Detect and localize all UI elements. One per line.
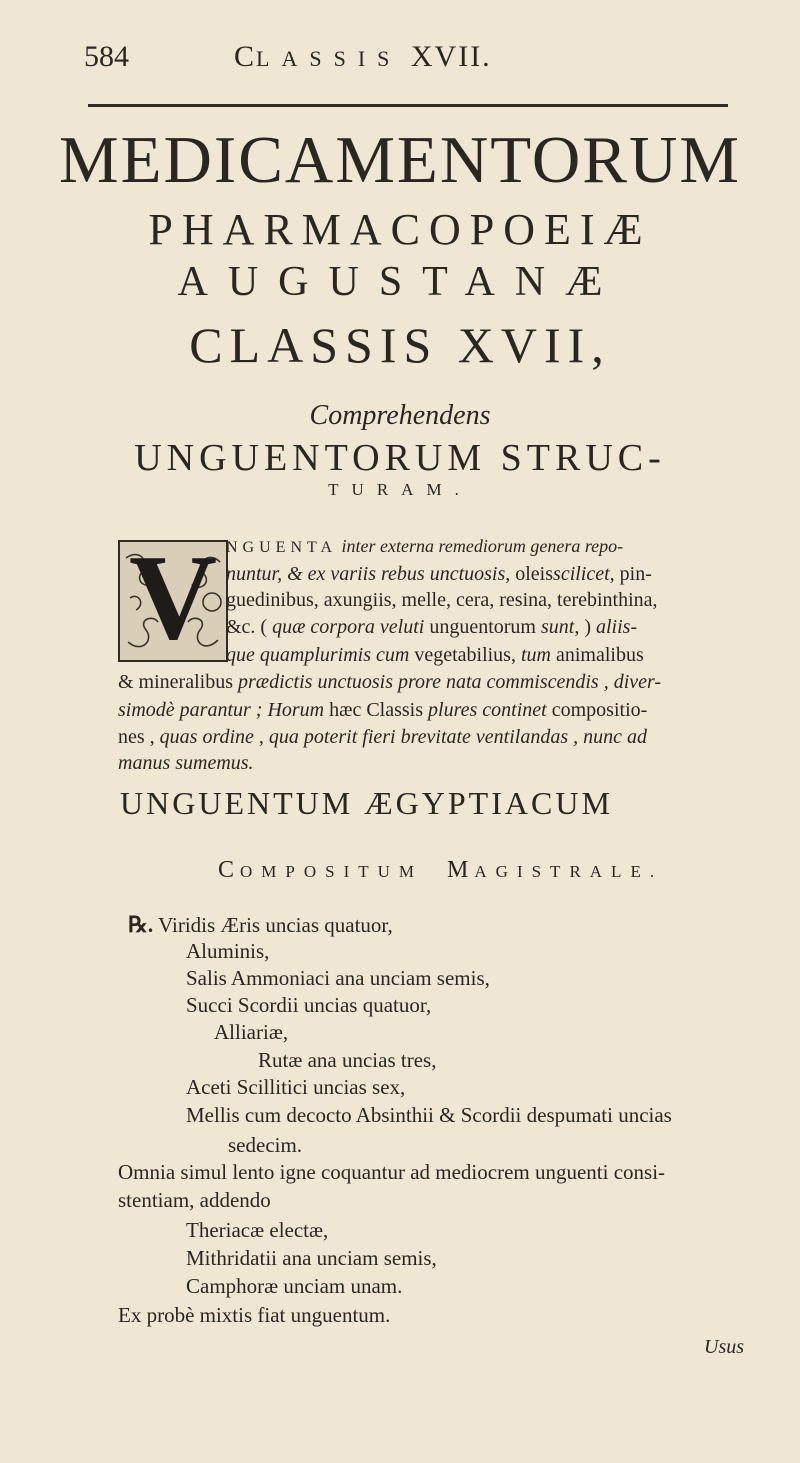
- recipe-line: Alliariæ,: [214, 1020, 289, 1044]
- subtitle-initial: M: [447, 857, 475, 883]
- intro-line-3: guedinibus, axungiis, melle, cera, resina, terebinthina,: [226, 589, 658, 611]
- intro-italic: Horum: [267, 699, 325, 721]
- recipe-line: Camphoræ unciam unam.: [186, 1274, 403, 1298]
- intro-roman: compositio-: [551, 699, 648, 721]
- recipe-line: stentiam, addendo: [118, 1188, 271, 1212]
- header-rule: [88, 104, 728, 107]
- recipe-line: [128, 912, 393, 938]
- running-header: [84, 40, 744, 90]
- title-line-1: MEDICAMENTORUM: [59, 123, 741, 197]
- subtitle-initial: C: [218, 857, 241, 883]
- decorated-initial: [118, 530, 228, 665]
- intro-line-8: [118, 726, 647, 749]
- recipe-line: sedecim.: [228, 1133, 303, 1157]
- intro-italic: quas ordine , qua poterit fieri brevitate ventilandas , nunc ad: [159, 726, 648, 748]
- subtitle-word: AGISTRALE.: [474, 862, 664, 881]
- intro-line-9: [118, 752, 254, 775]
- running-title-number: XVII.: [410, 40, 492, 73]
- intro-italic: nuntur, & ex variis rebus unctuosis,: [226, 563, 511, 585]
- recipe-text: Viridis Æris uncias quatuor,: [158, 913, 393, 937]
- intro-line-4: [226, 616, 637, 639]
- intro-italic: quæ corpora veluti: [272, 616, 425, 638]
- initial-letter: V: [128, 530, 218, 665]
- intro-italic: scilicet,: [553, 563, 615, 585]
- intro-italic: continet: [482, 699, 547, 721]
- intro-italic: tum: [520, 644, 551, 666]
- recipe-line: Theriacæ electæ,: [186, 1218, 329, 1242]
- recipe-subtitle: [218, 857, 663, 884]
- recipe-line: Salis Ammoniaci ana unciam semis,: [186, 966, 490, 990]
- intro-italic: inter externa remediorum genera repo-: [341, 536, 624, 556]
- intro-caps: NGUENTA: [226, 539, 338, 556]
- running-title: [234, 40, 492, 74]
- title-line-7: TURAM.: [328, 480, 472, 499]
- recipe-symbol-icon: ℞.: [128, 912, 154, 937]
- intro-roman: oleis: [515, 563, 554, 585]
- intro-line-2: [226, 563, 652, 586]
- intro-italic: plures: [428, 699, 478, 721]
- intro-italic: aliis-: [595, 616, 638, 638]
- intro-line-1: [226, 536, 623, 557]
- page-number: 584: [84, 40, 129, 73]
- intro-roman: , ): [574, 616, 591, 638]
- intro-italic: simodè parantur ;: [118, 699, 263, 721]
- title-line-2: PHARMACOPOEIÆ: [148, 205, 652, 254]
- catchword: Usus: [704, 1336, 745, 1358]
- title-line-3: AUGUSTANÆ: [177, 259, 623, 305]
- intro-roman: pin-: [619, 563, 652, 585]
- recipe-line: Succi Scordii uncias quatuor,: [186, 993, 432, 1017]
- recipe-line: Mellis cum decocto Absinthii & Scordii despumati uncias: [186, 1103, 672, 1127]
- running-title-rest: LASSIS: [256, 46, 402, 71]
- intro-roman: vegetabilius,: [414, 644, 516, 666]
- recipe-title: UNGUENTUM ÆGYPTIACUM: [120, 785, 613, 821]
- intro-italic: manus sumemus.: [118, 752, 254, 774]
- recipe-line: Aluminis,: [186, 939, 270, 963]
- intro-italic: prædictis unctuosis prore nata commiscendis , diver-: [237, 671, 662, 693]
- recipe-line: Omnia simul lento igne coquantur ad mediocrem unguenti consi-: [118, 1160, 666, 1184]
- intro-roman: hæc Classis: [329, 699, 424, 721]
- recipe-line: Rutæ ana uncias tres,: [258, 1048, 437, 1072]
- title-line-5: Comprehendens: [309, 400, 491, 431]
- intro-italic: que quamplurimis cum: [226, 644, 410, 666]
- intro-line-5: [226, 644, 644, 667]
- intro-roman: nes ,: [118, 726, 155, 748]
- recipe-line: Ex probè mixtis fiat unguentum.: [118, 1303, 391, 1327]
- running-title-initial: C: [234, 40, 257, 73]
- intro-italic: sunt: [540, 616, 575, 638]
- intro-roman: unguentorum: [429, 616, 536, 638]
- title-line-6: UNGUENTORUM STRUC-: [134, 437, 666, 479]
- subtitle-word: OMPOSITUM: [240, 862, 424, 881]
- intro-line-6: [118, 671, 661, 694]
- recipe-line: Mithridatii ana unciam semis,: [186, 1246, 437, 1270]
- intro-line-7: [118, 699, 647, 722]
- intro-roman: &c. (: [226, 616, 268, 638]
- title-line-4: CLASSIS XVII,: [189, 317, 611, 373]
- intro-roman: & mineralibus: [118, 671, 233, 693]
- recipe-line: Aceti Scillitici uncias sex,: [186, 1075, 406, 1099]
- intro-roman: animalibus: [555, 644, 644, 666]
